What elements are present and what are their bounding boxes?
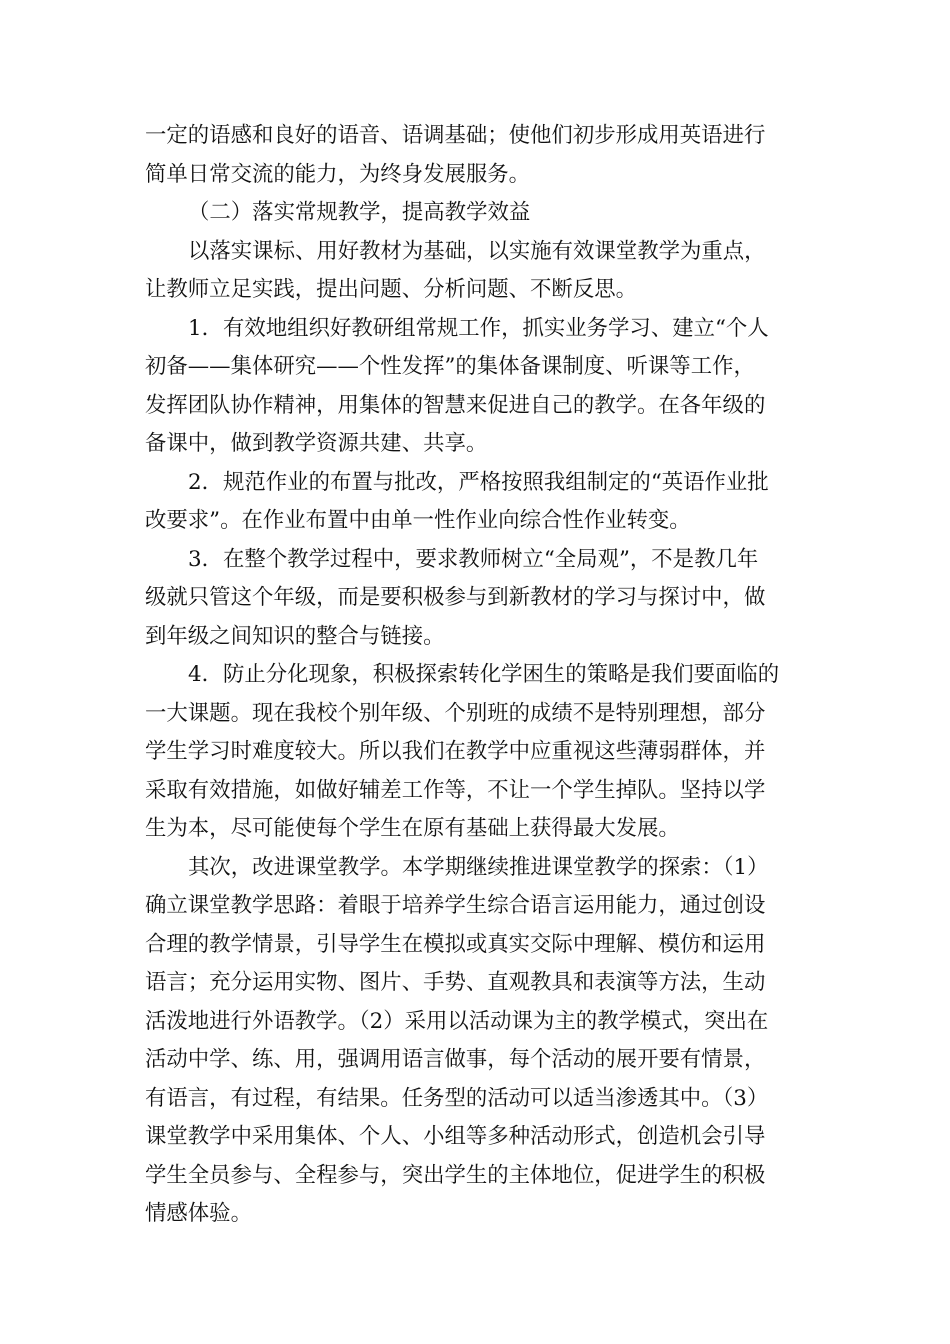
- text-line: 备课中，做到教学资源共建、共享。: [145, 431, 488, 456]
- section-heading: [145, 194, 807, 233]
- text-line: 1．有效地组织好教研组常规工作，抓实业务学习、建立“个人: [188, 315, 769, 341]
- text-line: 学生全员参与、全程参与，突出学生的主体地位，促进学生的积极: [145, 1162, 766, 1188]
- text-line: 确立课堂教学思路：着眼于培养学生综合语言运用能力，通过创设: [145, 893, 766, 918]
- text-line: 改要求”。在作业布置中由单一性作业向综合性作业转变。: [145, 508, 691, 533]
- text-line: 简单日常交流的能力，为终身发展服务。: [145, 161, 531, 187]
- text-line: 合理的教学情景，引导学生在模拟或真实交际中理解、模仿和运用: [145, 931, 766, 957]
- text-line: 让教师立足实践，提出问题、分析问题、不断反思。: [145, 277, 637, 302]
- text-line: 学生学习时难度较大。所以我们在教学中应重视这些薄弱群体，并: [145, 739, 766, 764]
- text-line: 情感体验。: [145, 1201, 252, 1226]
- list-item-2: [145, 464, 807, 541]
- list-item-1: [145, 310, 807, 464]
- text-line: 生为本，尽可能使每个学生在原有基础上获得最大发展。: [145, 816, 680, 841]
- text-line: 有语言，有过程，有结果。任务型的活动可以适当渗透其中。（3）: [145, 1085, 769, 1111]
- list-item-3: [145, 541, 807, 657]
- text-line: 到年级之间知识的整合与链接。: [145, 623, 445, 649]
- text-line: 级就只管这个年级，而是要积极参与到新教材的学习与探讨中，做: [145, 585, 766, 610]
- paragraph: [145, 233, 807, 310]
- text-line: 活泼地进行外语教学。（2）采用以活动课为主的教学模式，突出在: [145, 1008, 769, 1034]
- text-line: 3．在整个教学过程中，要求教师树立“全局观”，不是教几年: [188, 546, 759, 572]
- text-line: 课堂教学中采用集体、个人、小组等多种活动形式，创造机会引导: [145, 1124, 766, 1149]
- document-body: [145, 117, 807, 1234]
- paragraph: [145, 849, 807, 1234]
- text-line: 采取有效措施，如做好辅差工作等，不让一个学生掉队。坚持以学: [145, 777, 766, 803]
- text-line: 语言；充分运用实物、图片、手势、直观教具和表演等方法，生动: [145, 970, 766, 995]
- paragraph-continuation: [145, 117, 807, 194]
- list-item-4: [145, 656, 807, 849]
- text-line: 发挥团队协作精神，用集体的智慧来促进自己的教学。在各年级的: [145, 392, 766, 418]
- heading-text: （二）落实常规教学，提高教学效益: [188, 200, 531, 225]
- text-line: 活动中学、练、用，强调用语言做事，每个活动的展开要有情景，: [145, 1047, 766, 1072]
- text-line: 初备——集体研究——个性发挥”的集体备课制度、听课等工作，: [145, 354, 755, 379]
- text-line: 一定的语感和良好的语音、语调基础；使他们初步形成用英语进行: [145, 123, 766, 148]
- text-line: 一大课题。现在我校个别年级、个别班的成绩不是特别理想，部分: [145, 700, 766, 726]
- text-line: 以落实课标、用好教材为基础，以实施有效课堂教学为重点，: [188, 238, 766, 264]
- text-line: 2．规范作业的布置与批改，严格按照我组制定的“英语作业批: [188, 469, 769, 495]
- text-line: 其次，改进课堂教学。本学期继续推进课堂教学的探索：（1）: [188, 854, 769, 880]
- text-line: 4．防止分化现象，积极探索转化学困生的策略是我们要面临的: [188, 662, 780, 687]
